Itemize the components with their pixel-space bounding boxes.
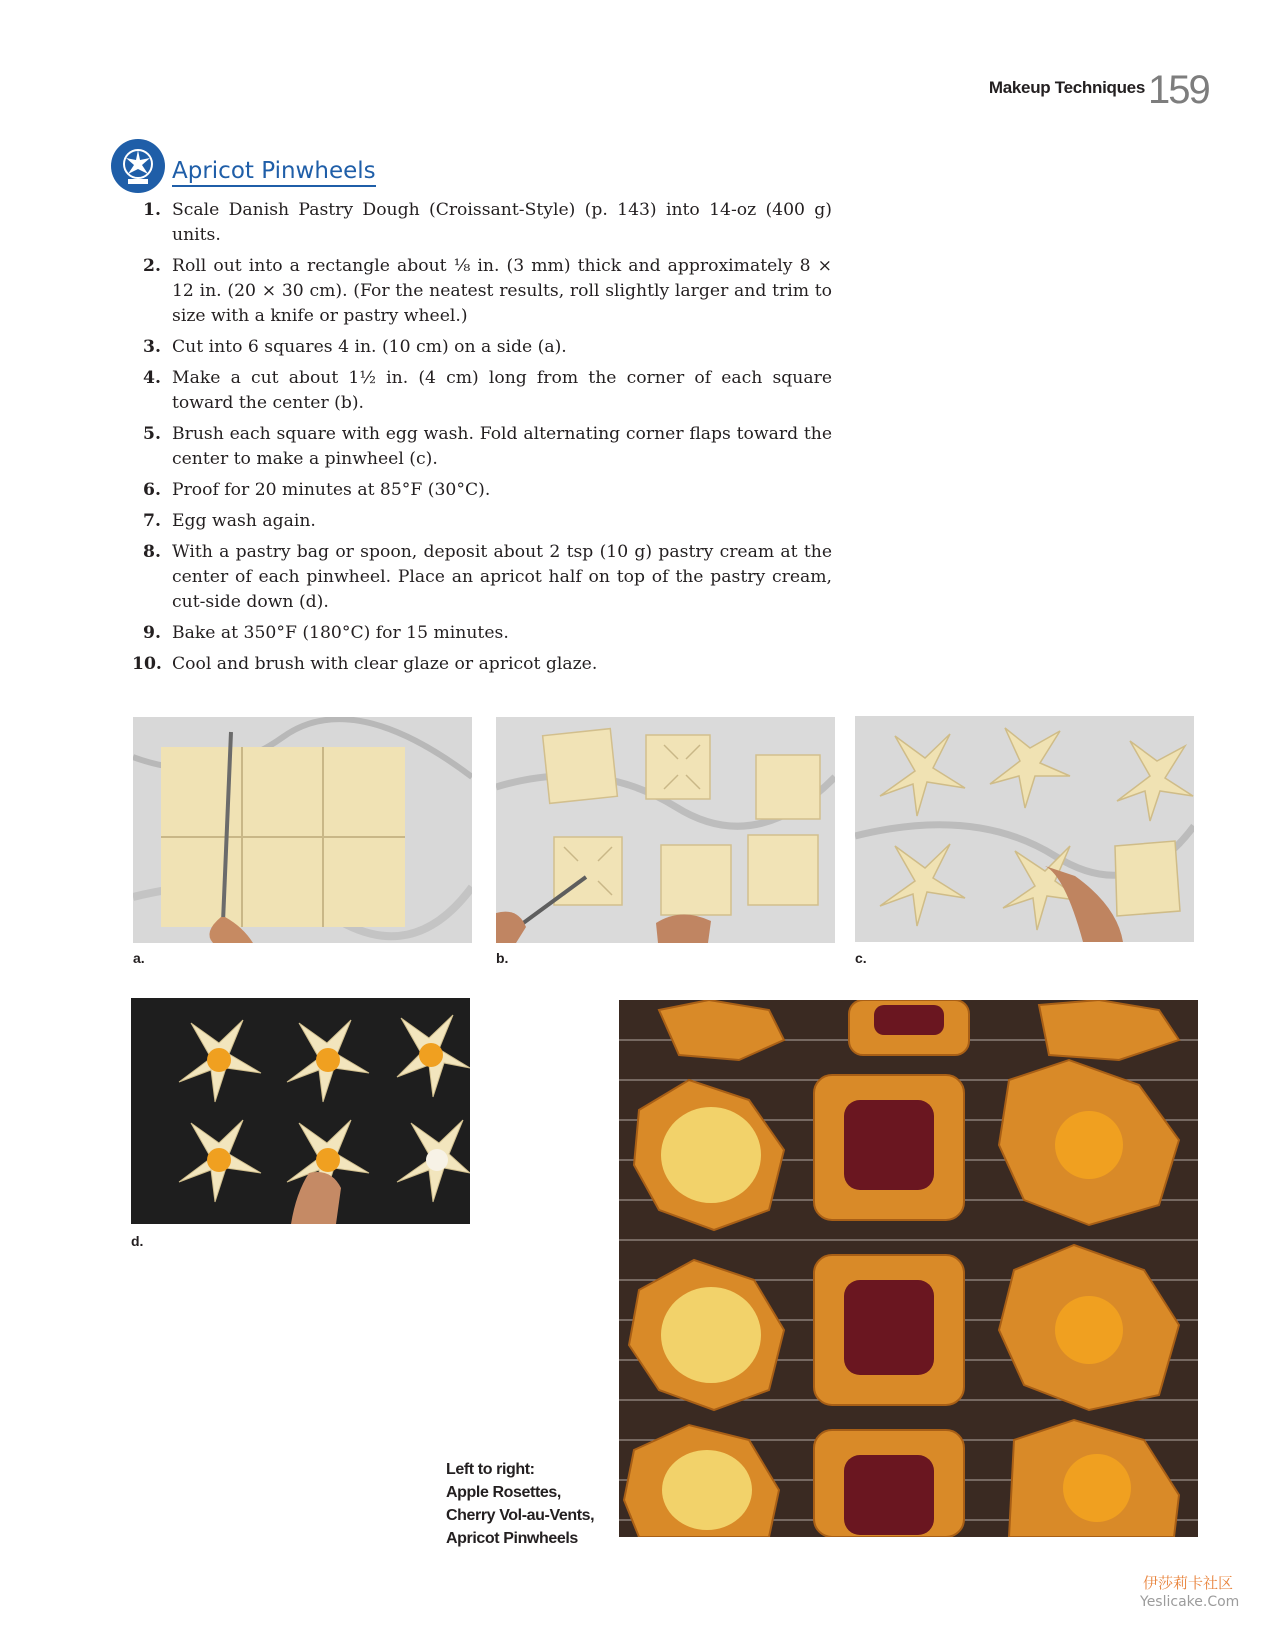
step-2	[132, 254, 832, 329]
step-1	[132, 198, 832, 248]
photo-c-folded-pinwheels	[855, 716, 1194, 942]
step-6	[132, 478, 832, 503]
step-9	[132, 621, 832, 646]
photo-b-corner-cuts	[496, 717, 835, 943]
step-number: 10.	[132, 654, 162, 674]
caption-line-2: Apple Rosettes,	[446, 1484, 561, 1501]
step-number: 8.	[143, 542, 161, 562]
method-steps	[132, 198, 832, 683]
photo-d-apricot-topping	[131, 998, 470, 1224]
step-number: 9.	[143, 623, 161, 643]
photo-a-cut-squares	[133, 717, 472, 943]
step-text: Proof for 20 minutes at 85°F (30°C).	[172, 480, 491, 500]
step-10	[132, 652, 832, 677]
step-7	[132, 509, 832, 534]
page-number: 159	[1148, 68, 1209, 112]
photo-c-label: c.	[855, 950, 867, 966]
step-5	[132, 422, 832, 472]
watermark-site: Yeslicake.Com	[1140, 1594, 1240, 1610]
step-8	[132, 540, 832, 615]
step-4	[132, 366, 832, 416]
step-number: 7.	[143, 511, 161, 531]
caption-line-3: Cherry Vol-au-Vents,	[446, 1507, 595, 1524]
step-number: 4.	[143, 368, 161, 388]
step-text: Brush each square with egg wash. Fold alternating corner flaps toward the center to make a pinwheel (c).	[172, 424, 832, 469]
step-text: Egg wash again.	[172, 511, 316, 531]
step-text: Bake at 350°F (180°C) for 15 minutes.	[172, 623, 509, 643]
photo-b-label: b.	[496, 950, 509, 966]
watermark-chinese: 伊莎莉卡社区	[1143, 1574, 1234, 1592]
step-text: With a pastry bag or spoon, deposit about 2 tsp (10 g) pastry cream at the center of each pinwheel. Place an apricot half on top of the pastry cream, cut-side down (d).	[172, 542, 832, 612]
step-number: 1.	[143, 200, 161, 220]
step-number: 2.	[143, 256, 161, 276]
step-text: Make a cut about 1½ in. (4 cm) long from the corner of each square toward the center (b).	[172, 368, 832, 413]
photo-finished-danish	[619, 1000, 1198, 1537]
caption-line-4: Apricot Pinwheels	[446, 1530, 578, 1547]
recipe-title: Apricot Pinwheels	[172, 158, 376, 187]
step-text: Cool and brush with clear glaze or apricot glaze.	[172, 654, 598, 674]
step-number: 5.	[143, 424, 161, 444]
step-number: 6.	[143, 480, 161, 500]
finished-photo-caption	[446, 1458, 594, 1550]
recipe-emblem-icon	[110, 138, 166, 194]
caption-line-1: Left to right:	[446, 1461, 535, 1478]
photo-d-label: d.	[131, 1233, 144, 1249]
step-number: 3.	[143, 337, 161, 357]
step-3	[132, 335, 832, 360]
step-text: Roll out into a rectangle about ⅛ in. (3 mm) thick and approximately 8 × 12 in. (20 × 30 cm). (For the neatest results, roll slightly larger and trim to size with a knife or pastry wheel.)	[172, 256, 832, 326]
step-text: Cut into 6 squares 4 in. (10 cm) on a side (a).	[172, 337, 567, 357]
running-header-title: Makeup Techniques	[988, 78, 1145, 97]
step-text: Scale Danish Pastry Dough (Croissant-Style) (p. 143) into 14-oz (400 g) units.	[172, 200, 832, 245]
photo-a-label: a.	[133, 950, 145, 966]
